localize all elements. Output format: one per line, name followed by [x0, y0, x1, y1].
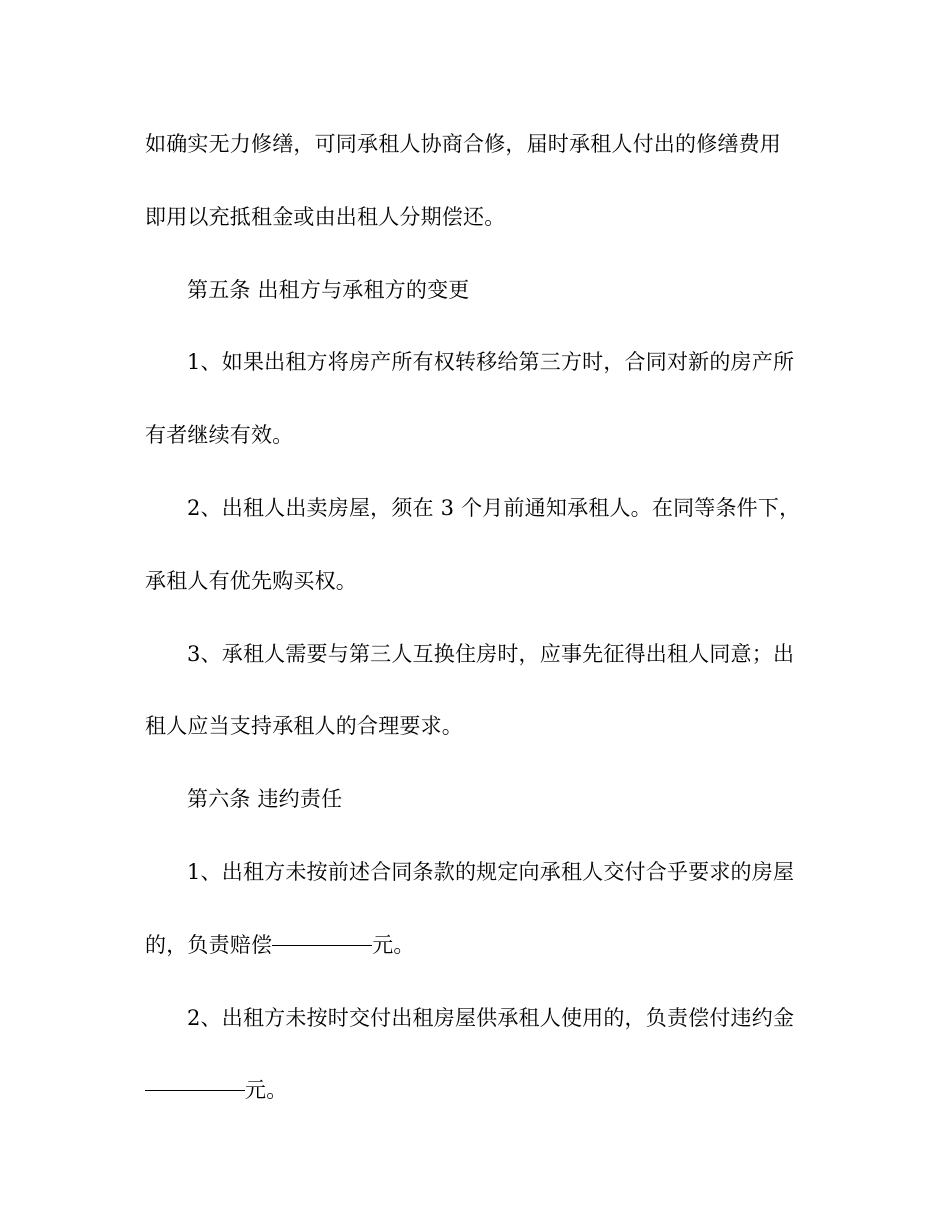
paragraph-line: 2、出租人出卖房屋，须在 3 个月前通知承租人。在同等条件下，	[187, 495, 801, 520]
paragraph-line: 3、承租人需要与第三人互换住房时，应事先征得出租人同意；出	[187, 641, 795, 666]
paragraph-line: 承租人有优先购买权。	[145, 568, 357, 593]
paragraph-line	[145, 1064, 815, 1137]
fill-in-blank	[272, 944, 372, 946]
line-text: 元。	[245, 1078, 288, 1103]
paragraph-line: 1、出租方未按前述合同条款的规定向承租人交付合乎要求的房屋	[187, 859, 795, 884]
section-heading: 第五条 出租方与承租方的变更	[187, 277, 470, 302]
line-text: 的，负责赔偿	[145, 932, 273, 957]
document-body	[145, 118, 815, 1137]
paragraph-line: 如确实无力修缮，可同承租人协商合修，届时承租人付出的修缮费用	[145, 132, 781, 156]
paragraph-line: 2、出租方未按时交付出租房屋供承租人使用的，负责偿付违约金	[187, 1005, 795, 1030]
paragraph-line: 有者继续有效。	[145, 423, 294, 448]
paragraph-line: 1、如果出租方将房产所有权转移给第三方时，合同对新的房产所	[187, 350, 795, 375]
section-heading: 第六条 违约责任	[187, 787, 343, 812]
line-text: 元。	[372, 932, 415, 957]
paragraph-line: 即用以充抵租金或由出租人分期偿还。	[145, 204, 506, 229]
paragraph-line: 租人应当支持承租人的合理要求。	[145, 714, 463, 739]
fill-in-blank	[145, 1089, 245, 1091]
paragraph-line	[145, 919, 815, 992]
